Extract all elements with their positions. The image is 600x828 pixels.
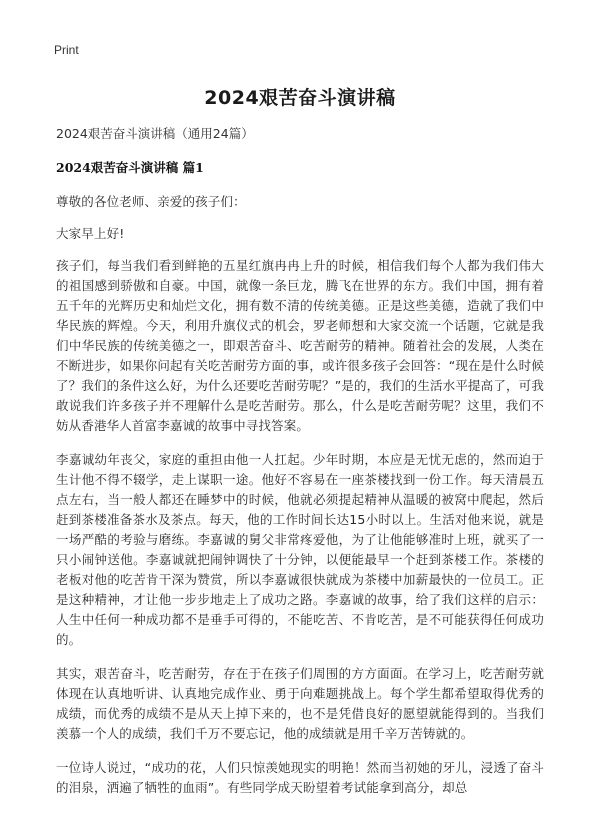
body-paragraph: 孩子们，每当我们看到鲜艳的五星红旗冉冉上升的时候，相信我们每个人都为我们伟大的祖国感到骄傲和自豪。中国，就像一条巨龙，腾飞在世界的东方。我们中国，拥有着五千年的光辉历史和灿烂文化，拥有数不清的传统美德。正是这些美德，造就了我们中华民族的辉煌。今天，利用升旗仪式的机会，罗老师想和大家交流一个话题，它就是我们中华民族的传统美德之一，即艰苦奋斗、吃苦耐劳的精神。随着社会的发展，人类在不断进步，如果你问起有关吃苦耐劳方面的事，或许很多孩子会回答：“现在是什么时候了？我们的条件这么好，为什么还要吃苦耐劳呢？”是的，我们的生活水平提高了，可我敢说我们许多孩子并不理解什么是吃苦耐劳。那么，什么是吃苦耐劳呢？这里，我们不妨从香港华人首富李嘉诚的故事中寻找答案。 [56, 258, 544, 433]
document-subtitle: 2024艰苦奋斗演讲稿（通用24篇） [56, 126, 254, 141]
salutation-paragraph: 尊敬的各位老师、亲爱的孩子们： [56, 194, 246, 209]
body-paragraph: 一位诗人说过，“成功的花，人们只惊羡她现实的明艳！然而当初她的牙儿，浸透了奋斗的泪泉，洒遍了牺牲的血雨”。有些同学成天盼望着考试能拿到高分，却总 [56, 760, 544, 795]
body-paragraph: 其实，艰苦奋斗，吃苦耐劳，存在于在孩子们周围的方方面面。在学习上，吃苦耐劳就体现在认真地听讲、认真地完成作业、勇于向难题挑战上。每个学生都希望取得优秀的成绩，而优秀的成绩不是从天上掉下来的，也不是凭借良好的愿望就能得到的。当我们羡慕一个人的成绩，我们千万不要忘记，他的成绩就是用千辛万苦铸就的。 [56, 666, 544, 741]
section-heading: 2024艰苦奋斗演讲稿 篇1 [56, 160, 204, 175]
greeting-paragraph: 大家早上好! [56, 226, 125, 241]
body-paragraph: 李嘉诚幼年丧父，家庭的重担由他一人扛起。少年时期，本应是无忧无虑的，然而迫于生计他不得不辍学，走上谋职一途。他好不容易在一座茶楼找到一份工作。每天清晨五点左右，当一般人都还在睡梦中的时候，他就必须提起精神从温暖的被窝中爬起，然后赶到茶楼准备茶水及茶点。每天，他的工作时间长达15小时以上。生活对他来说，就是一场严酷的考验与磨练。李嘉诚的舅父非常疼爱他，为了让他能够准时上班，就买了一只小闹钟送他。李嘉诚就把闹钟调快了十分钟，以便能最早一个赶到茶楼工作。茶楼的老板对他的吃苦肯干深为赞赏，所以李嘉诚很快就成为茶楼中加薪最快的一位员工。正是这种精神，才让他一步步地走上了成功之路。李嘉诚的故事，给了我们这样的启示：人生中任何一种成功都不是垂手可得的，不能吃苦、不肯吃苦，是不可能获得任何成功的。 [56, 452, 544, 647]
print-link[interactable]: Print [54, 43, 79, 57]
page-title: 2024艰苦奋斗演讲稿 [204, 87, 396, 109]
